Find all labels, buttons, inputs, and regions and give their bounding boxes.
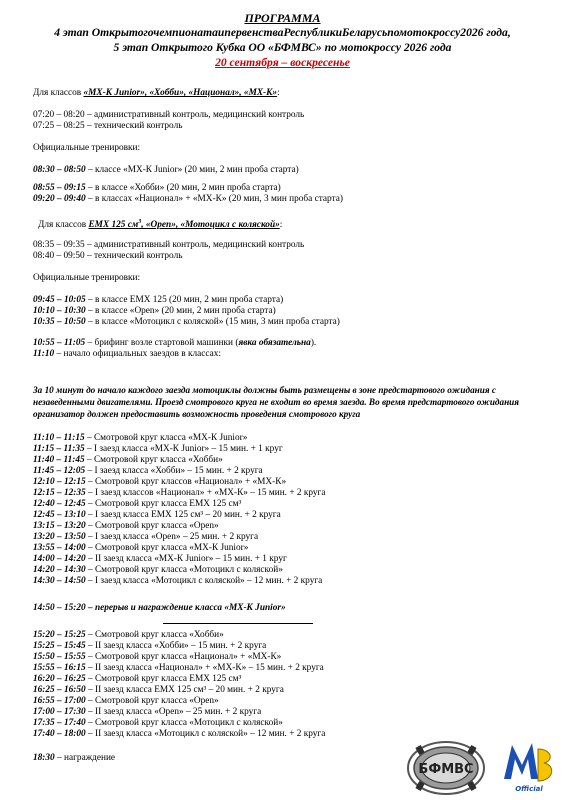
race-row: 16:55 – 17:00 – Смотровой круг класса «Open»	[33, 696, 219, 706]
block1-session: 08:30 – 08:50 – классе «МХ-К Junior» (20 мин, 2 мин проба старта)	[33, 165, 299, 175]
block1-trainings-label: Официальные тренировки:	[33, 143, 141, 153]
event-line-championship: 4 этап ОткрытогочемпионатаипервенстваРеспубликиБеларусьпомотокроссу2026 года,	[54, 26, 511, 39]
race-row: 17:40 – 18:00 – II заезд класса «Мотоцикл с коляской» – 12 мин. + 2 круга	[33, 729, 326, 739]
race-row: 11:40 – 11:45 – Смотровой круг класса «Хобби»	[33, 455, 223, 465]
race-row: 12:10 – 12:15 – Смотровой круг классов «Национал» + «МХ-К»	[33, 477, 287, 487]
race-row: 15:55 – 16:15 – II заезд класса «Национал» + «МХ-К» – 15 мин. + 2 круга	[33, 663, 324, 673]
race-row: 13:55 – 14:00 – Смотровой круг класса «МХ-К Junior»	[33, 543, 249, 553]
race-row: 16:20 – 16:25 – Смотровой круг класса ЕМХ 125 см³	[33, 674, 242, 684]
block2-session: 09:45 – 10:05 – в классе ЕМХ 125 (20 мин, 2 мин проба старта)	[33, 295, 284, 305]
race-row: 12:15 – 12:35 – I заезд классов «Национал» + «МХ-К» – 15 мин. + 2 круга	[33, 488, 326, 498]
block2-session: 10:35 – 10:50 – в классе «Мотоцикл с коляской» (15 мин, 3 мин проба старта)	[33, 317, 340, 327]
briefing-line: 10:55 – 11:05 – брифинг возле стартовой машинки (явка обязательна).	[33, 338, 317, 348]
race-row: 14:20 – 14:30 – Смотровой круг класса «Мотоцикл с коляской»	[33, 565, 283, 575]
svg-text:БФМВС: БФМВС	[418, 762, 474, 777]
svg-text:Official: Official	[515, 785, 543, 793]
break-award-line: 14:50 – 15:20 – перерыв и награждение класса «МХ-К Junior»	[33, 603, 286, 613]
race-row: 11:10 – 11:15 – Смотровой круг класса «МХ-К Junior»	[33, 433, 248, 443]
race-row: 16:25 – 16:50 – II заезд класса ЕМХ 125 см³ – 20 мин. + 2 круга	[33, 685, 284, 695]
event-line-cup: 5 этап Открытого Кубка ОО «БФМВС» по мотокроссу 2026 года	[113, 41, 452, 54]
race-row: 17:35 – 17:40 – Смотровой круг класса «Мотоцикл с коляской»	[33, 718, 283, 728]
block1-admin-control: 07:20 – 08:20 – административный контроль, медицинский контроль	[33, 110, 305, 120]
block1-session: 09:20 – 09:40 – в классах «Национал» + «МХ-К» (20 мин, 3 мин проба старта)	[33, 194, 343, 204]
race-row: 17:00 – 17:30 – II заезд класса «Open» – 25 мин. + 2 круга	[33, 707, 262, 717]
races-start-line: 11:10 – начало официальных заездов в классах:	[33, 349, 221, 359]
race-row: 12:40 – 12:45 – Смотровой круг класса ЕМХ 125 см³	[33, 499, 242, 509]
block2-session: 10:10 – 10:30 – в классе «Open» (20 мин, 2 мин проба старта)	[33, 306, 276, 316]
mb-official-logo	[498, 735, 558, 795]
block2-trainings-label: Официальные тренировки:	[33, 273, 141, 283]
race-row: 14:30 – 14:50 – I заезд класса «Мотоцикл с коляской» – 12 мин. + 2 круга	[33, 576, 323, 586]
block1-classes: «МХ-К Junior», «Хобби», «Национал», «МХ-К»	[83, 88, 278, 98]
block2-admin-control: 08:35 – 09:35 – административный контроль, медицинский контроль	[33, 240, 305, 250]
block1-tech-control: 07:25 – 08:25 – технический контроль	[33, 121, 183, 131]
block1-heading: Для классов «МХ-К Junior», «Хобби», «Национал», «МХ-К»:	[33, 88, 280, 98]
race-row: 11:45 – 12:05 – I заезд класса «Хобби» – 15 мин. + 2 круга	[33, 466, 263, 476]
block1-session: 08:55 – 09:15 – в классе «Хобби» (20 мин, 2 мин проба старта)	[33, 183, 281, 193]
race-row: 15:50 – 15:55 – Смотровой круг класса «Национал» + «МХ-К»	[33, 652, 282, 662]
awards-line: 18:30 – награждение	[33, 753, 116, 763]
pre-start-note: За 10 минут до начало каждого заезда мотоциклы должны быть размещены в зоне предстартового ожидания с незаведенными двигателями. Проезд смотрового круга не входит во время заезда. Во время предстартового ожидания организатор должен предоставить возможность проведения смотрового круга	[33, 385, 520, 419]
block2-classes: ЕМХ 125 $см^3$, «Open», «Мотоцикл с коляской»	[88, 219, 280, 231]
block2-heading: Для классов ЕМХ 125 $см^3$, «Open», «Мотоцикл с коляской»:	[38, 219, 283, 231]
event-date: 20 сентября – воскресенье	[215, 56, 350, 69]
race-row: 12:45 – 13:10 – I заезд класса ЕМХ 125 см³ – 20 мин. + 2 круга	[33, 510, 281, 520]
block2-tech-control: 08:40 – 09:50 – технический контроль	[33, 251, 183, 261]
bfmvs-logo	[405, 740, 487, 796]
race-row: 13:20 – 13:50 – I заезд класса «Open» – 25 мин. + 2 круга	[33, 532, 259, 542]
document-title: ПРОГРАММА	[244, 11, 321, 25]
race-row: 11:15 – 11:35 – I заезд класса «МХ-К Junior» – 15 мин. + 1 круг	[33, 444, 283, 454]
race-row: 15:25 – 15:45 – II заезд класса «Хобби» – 15 мин. + 2 круга	[33, 641, 267, 651]
divider-line	[163, 623, 313, 624]
race-row: 15:20 – 15:25 – Смотровой круг класса «Хобби»	[33, 630, 224, 640]
race-row: 14:00 – 14:20 – II заезд класса «МХ-К Junior» – 15 мин. + 1 круг	[33, 554, 287, 564]
race-row: 13:15 – 13:20 – Смотровой круг класса «Open»	[33, 521, 219, 531]
